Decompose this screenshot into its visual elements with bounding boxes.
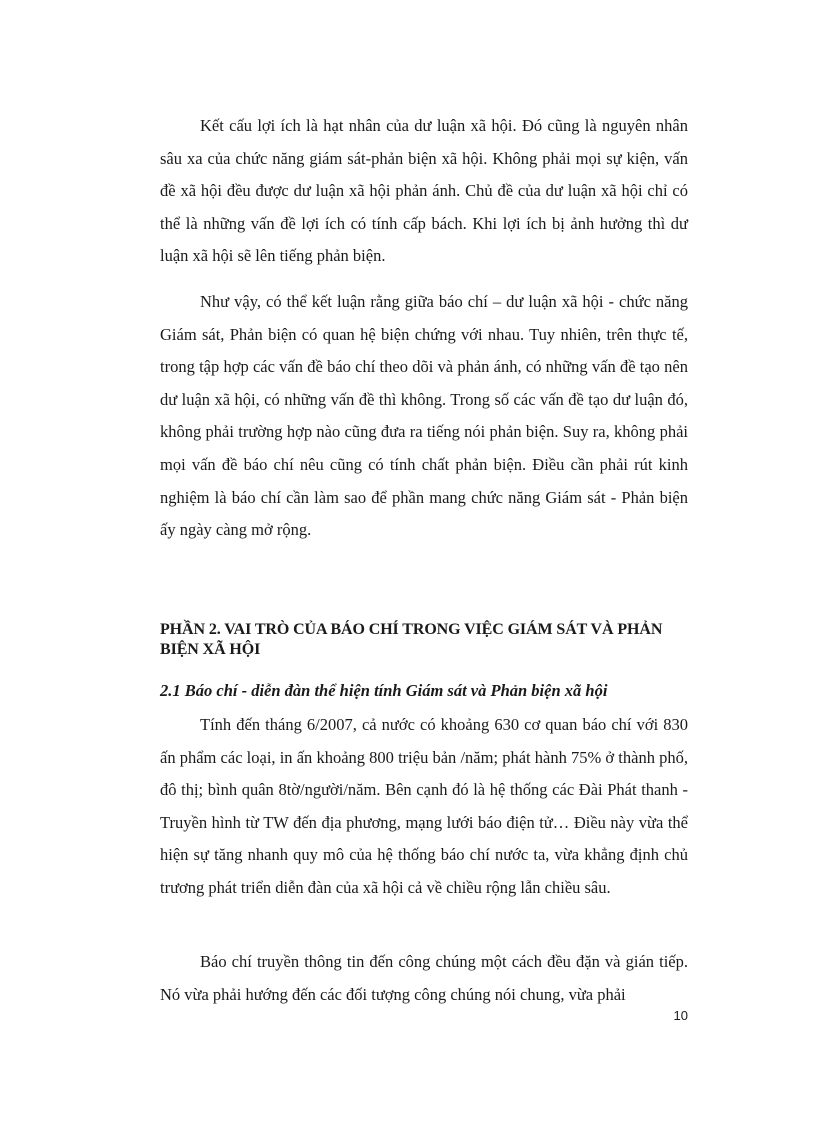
paragraph-press-audience: Báo chí truyền thông tin đến công chúng một cách đều đặn và gián tiếp. Nó vừa phải hướng đến các đối tượng công chúng nói chung, vừa phải bbox=[160, 952, 688, 1004]
paragraph-press-statistics: Tính đến tháng 6/2007, cả nước có khoảng 630 cơ quan báo chí với 830 ấn phẩm các loại, in ấn khoảng 800 triệu bản /năm; phát hành 75% ở thành phố, đô thị; bình quân 8tờ/người/năm. Bên cạnh đó là hệ thống các Đài Phát thanh - Truyền hình từ TW đến địa phương, mạng lưới báo điện tử… Điều này vừa thể hiện sự tăng nhanh quy mô của hệ thống báo chí nước ta, vừa khẳng định chủ trương phát triển diễn đàn của xã hội cả về chiều rộng lẫn chiều sâu. bbox=[160, 715, 688, 897]
subheading-2-1: 2.1 Báo chí - diễn đàn thể hiện tính Giám sát và Phản biện xã hội bbox=[160, 681, 608, 700]
paragraph-press-opinion-dialectic: Như vậy, có thể kết luận rằng giữa báo chí – dư luận xã hội - chức năng Giám sát, Phản biện có quan hệ biện chứng với nhau. Tuy nhiên, trên thực tế, trong tập hợp các vấn đề báo chí theo dõi và phản ánh, có những vấn đề tạo nên dư luận xã hội, có những vấn đề thì không. Trong số các vấn đề tạo dư luận đó, không phải trường hợp nào cũng đưa ra tiếng nói phản biện. Suy ra, không phải mọi vấn đề báo chí nêu cũng có tính chất phản biện. Điều cần phải rút kinh nghiệm là báo chí cần làm sao để phần mang chức năng Giám sát - Phản biện ấy ngày càng mở rộng. bbox=[160, 292, 688, 540]
paragraph-interest-structure: Kết cấu lợi ích là hạt nhân của dư luận xã hội. Đó cũng là nguyên nhân sâu xa của chức năng giám sát-phản biện xã hội. Không phải mọi sự kiện, vấn đề xã hội đều được dư luận xã hội phản ánh. Chủ đề của dư luận xã hội chỉ có thể là những vấn đề lợi ích có tính cấp bách. Khi lợi ích bị ảnh hưởng thì dư luận xã hội sẽ lên tiếng phản biện. bbox=[160, 116, 688, 266]
section-heading-part-2: PHẦN 2. VAI TRÒ CỦA BÁO CHÍ TRONG VIỆC GIÁM SÁT VÀ PHẢN BIỆN XÃ HỘI bbox=[160, 621, 663, 658]
page-number: 10 bbox=[673, 1008, 688, 1023]
